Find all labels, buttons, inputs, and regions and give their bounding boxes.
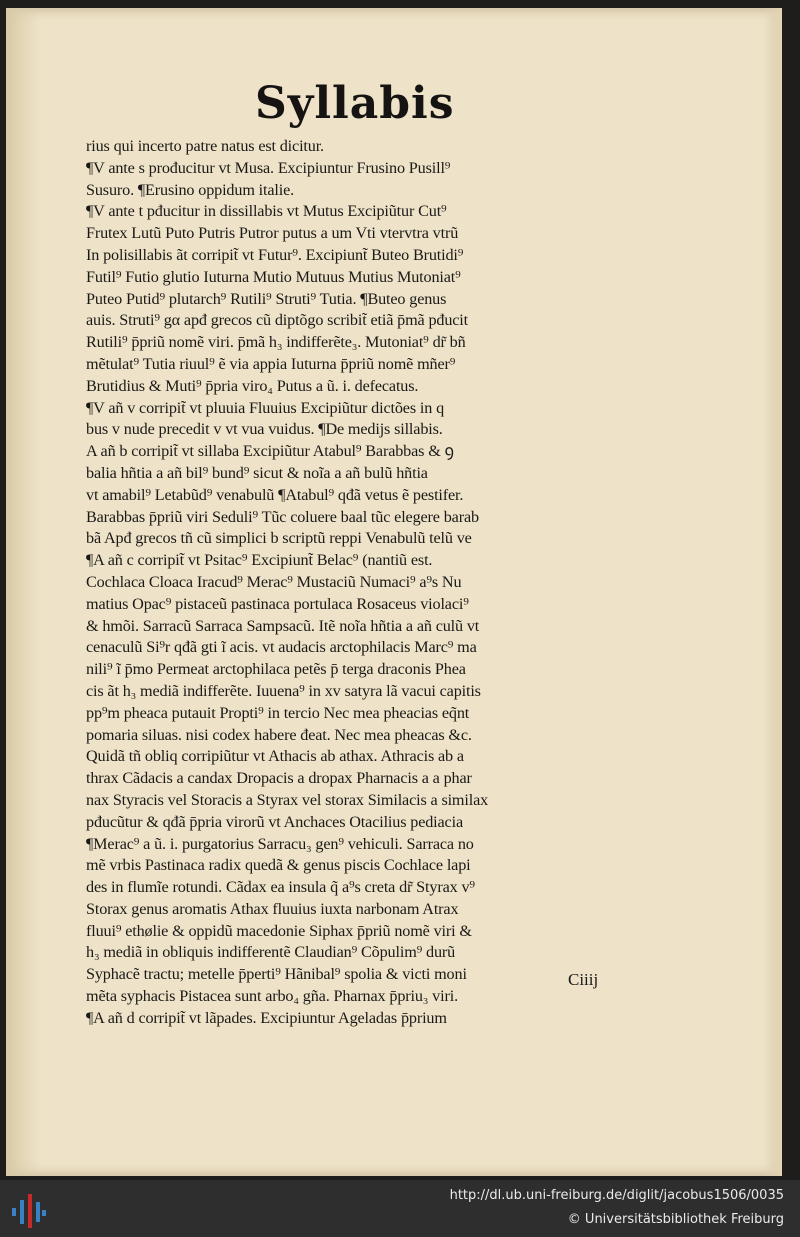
text-line: Barabbas p̄priũ viri Seduli⁹ Tũc coluere baal tũc elegere barab [86, 507, 479, 526]
text-line: Cochlaca Cloaca Iracud⁹ Merac⁹ Mustaciũ Numaci⁹ a⁹s Nu [86, 572, 462, 591]
text-line: h₃ mediã in obliquis indifferentẽ Claudian⁹ Cõpulim⁹ durũ [86, 943, 456, 962]
text-line: rius qui incerto patre natus est dicitur. [86, 137, 324, 155]
text-line: fluui⁹ ethølie & oppidũ macedonie Siphax p̄priũ nomẽ viri & [86, 921, 472, 940]
text-line: auis. Struti⁹ gα apđ grecos cũ diptõgo scribit̃ etiã p̄mã pđucit [86, 311, 469, 330]
text-line: mẽtulat⁹ Tutia riuul⁹ ẽ via appia Iuturna p̄priũ nomẽ mñer⁹ [86, 354, 456, 373]
text-line: ¶V ante t pđucitur in dissillabis vt Mutus Excipiũtur Cut⁹ [86, 202, 447, 221]
text-line: ¶Merac⁹ a ũ. i. purgatorius Sarracu₃ gen⁹ vehiculi. Sarraca no [86, 834, 474, 853]
text-line: ¶A añ c corripit̃ vt Psitac⁹ Excipiunt̃ Belac⁹ (nantiũ est. [86, 551, 433, 570]
text-line: & hmõi. Sarracũ Sarraca Sampsacũ. Itẽ noĩa hñtia a añ culũ vt [86, 616, 480, 635]
document-url[interactable]: http://dl.ub.uni-freiburg.de/diglit/jacobus1506/0035 [449, 1188, 784, 1203]
text-line: vt amabil⁹ Letabũd⁹ venabulũ ¶Atabul⁹ qđã vetus ẽ pestifer. [86, 485, 464, 504]
text-line: Frutex Lutũ Puto Putris Putror putus a um Vti vtervtra vtrũ [86, 224, 459, 243]
text-line: bã Apđ grecos tñ cũ simplici b scriptũ reppi Venabulũ telũ ve [86, 529, 472, 548]
text-line: ¶V añ v corripit̃ vt pluuia Fluuius Excipiũtur dictões in q [86, 398, 445, 417]
text-line: cenaculũ Si⁹r qđã gti ĩ acis. vt audacis arctophilacis Marc⁹ ma [86, 638, 477, 657]
text-line: mẽta syphacis Pistacea sunt arbo₄ gña. Pharnax p̄priu₃ viri. [86, 987, 458, 1006]
text-line: thrax Cãdacis a candax Dropacis a dropax Pharnacis a a phar [86, 769, 472, 788]
copyright-notice: © Universitätsbibliothek Freiburg [567, 1212, 784, 1227]
text-line: des in flumĩe rotundi. Cãdax ea insula q̃ a⁹s creta dr̃ Styrax v⁹ [86, 878, 475, 897]
text-line: Storax genus aromatis Athax fluuius iuxta narbonam Atrax [86, 899, 459, 918]
text-line: Rutili⁹ p̄priũ nomẽ viri. p̄mã h₃ indifferẽte₃. Mutoniat⁹ dr̃ bñ [86, 333, 466, 352]
text-line: Susuro. ¶Erusino oppidum italie. [86, 180, 295, 199]
page-gutter-shadow [6, 8, 40, 1176]
text-line: balia hñtia a añ bil⁹ bund⁹ sicut & noĩa a añ bulũ hñtia [86, 463, 428, 482]
text-line: mẽ vrbis Pastinaca radix quedã & genus piscis Cochlace lapi [86, 856, 471, 875]
running-heading: Syllabis [255, 78, 455, 129]
text-line: cis ãt h₃ mediã indifferẽte. Iuuena⁹ in xv satyra lã vacui capitis [86, 681, 481, 700]
text-line: nili⁹ ĩ p̄mo Permeat arctophilaca petẽs p̄ terga draconis Phea [86, 660, 466, 679]
text-line: pđucũtur & qđã p̄pria virorũ vt Anchaces Otacilius pediacia [86, 812, 463, 831]
page-edge [764, 8, 782, 1176]
text-line: Brutidius & Muti⁹ p̄pria viro₄ Putus a ũ. i. defecatus. [86, 376, 419, 395]
text-line: matius Opac⁹ pistaceũ pastinaca portulaca Rosaceus violaci⁹ [86, 594, 469, 613]
text-line: In polisillabis ãt corripit̃ vt Futur⁹. Excipiunt̃ Buteo Brutidi⁹ [86, 245, 464, 264]
text-line: Futil⁹ Futio glutio Iuturna Mutio Mutuus Mutius Mutoniat⁹ [86, 267, 461, 286]
text-line: bus v nude precedit v vt vua vuidus. ¶De medijs sillabis. [86, 420, 443, 439]
text-line: nax Styracis vel Storacis a Styrax vel storax Similacis a similax [86, 790, 489, 809]
text-line: Syphacẽ tractu; metelle p̄perti⁹ Hãnibal⁹ spolia & victi moni [86, 965, 467, 984]
text-line: Quidã tñ obliq corripiũtur vt Athacis ab athax. Athracis ab a [86, 747, 464, 766]
text-line: ¶A añ d corripit̃ vt lãpades. Excipiuntur Ageladas p̄prium [86, 1008, 447, 1027]
text-line: pp⁹m pheaca putauit Propti⁹ in tercio Nec mea pheacias eq̃nt [86, 703, 470, 722]
library-logo-icon [10, 1192, 48, 1230]
footer-bar [0, 1180, 800, 1237]
signature-mark: Ciiij [568, 970, 599, 989]
text-line: A añ b corripit̃ vt sillaba Excipiũtur Atabul⁹ Barabbas & ꝯ [86, 442, 454, 461]
text-line: pomaria siluas. nisi codex habere đeat. Nec mea pheacas &c. [86, 725, 472, 744]
text-line: ¶V ante s prođucitur vt Musa. Excipiuntur Frusino Pusill⁹ [86, 158, 451, 177]
text-line: Puteo Putid⁹ plutarch⁹ Rutili⁹ Struti⁹ Tutia. ¶Buteo genus [86, 289, 447, 308]
text-block [86, 136, 606, 1030]
